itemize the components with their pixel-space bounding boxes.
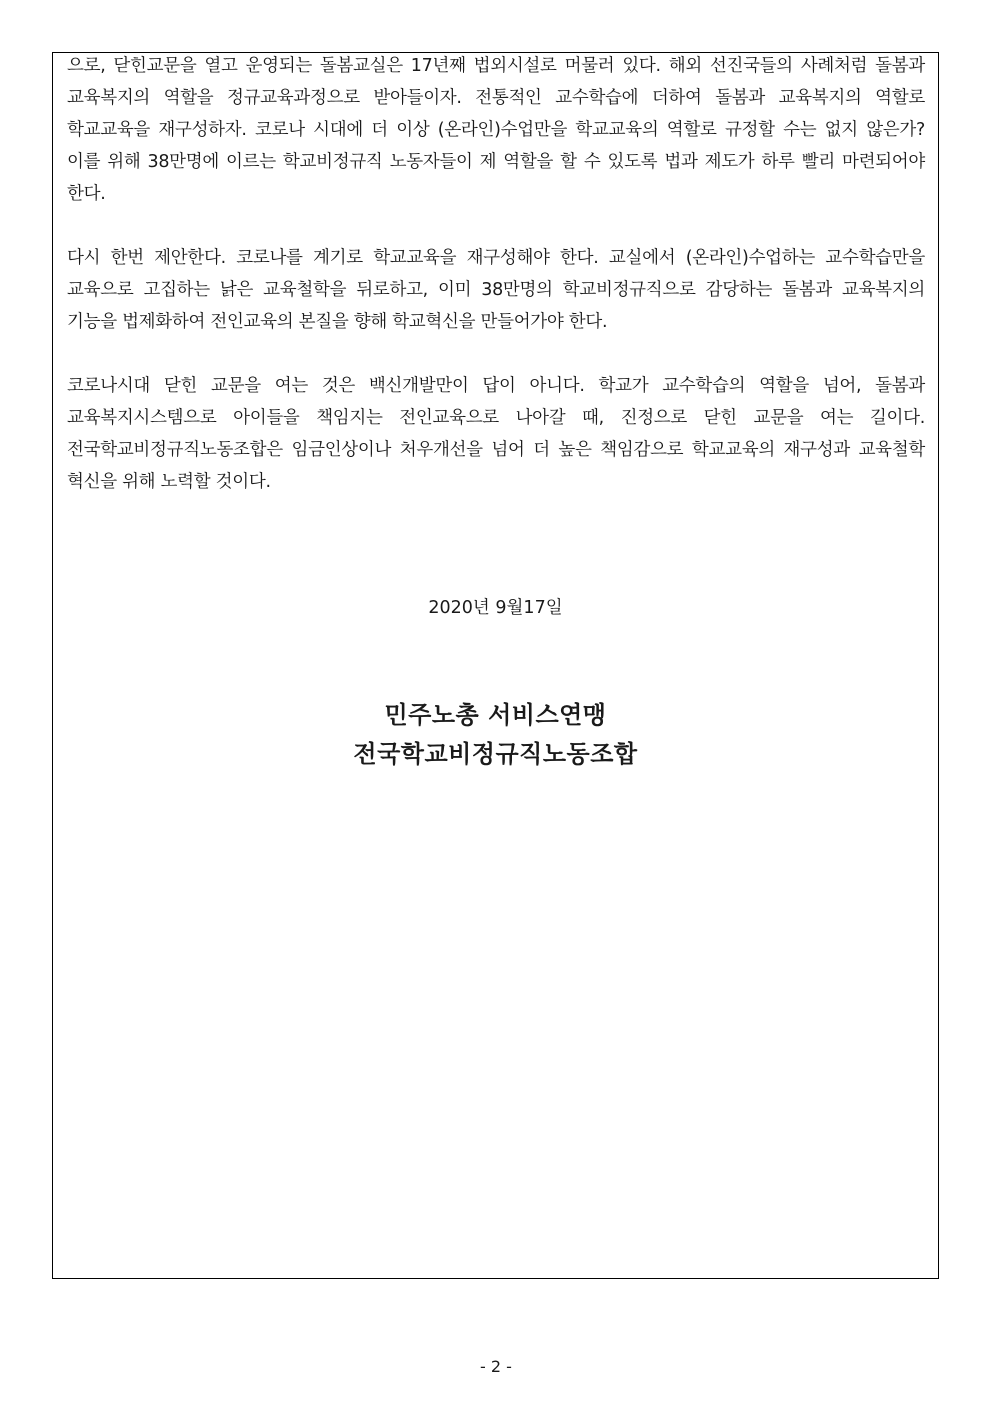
paragraph-spacer bbox=[67, 210, 925, 242]
signatory-federation: 민주노총 서비스연맹 bbox=[384, 701, 607, 729]
document-body bbox=[67, 50, 925, 498]
paragraph-3: 코로나시대 닫힌 교문을 여는 것은 백신개발만이 답이 아니다. 학교가 교수학습의 역할을 넘어, 돌봄과 교육복지시스템으로 아이들을 책임지는 전인교육으로 나아갈 때, 진정으로 닫힌 교문을 여는 길이다. 전국학교비정규직노동조합은 임금인상이나 처우개선을 넘어 더 높은 책임감으로 학교교육의 재구성과 교육철학 혁신을 위해 노력할 것이다. bbox=[67, 376, 925, 492]
document-date: 2020년 9월17일 bbox=[428, 598, 563, 618]
signatory-union: 전국학교비정규직노동조합 bbox=[353, 740, 638, 768]
page-number: - 2 - bbox=[480, 1357, 512, 1376]
paragraph-2: 다시 한번 제안한다. 코로나를 계기로 학교교육을 재구성해야 한다. 교실에서 (온라인)수업하는 교수학습만을 교육으로 고집하는 낡은 교육철학을 뒤로하고, 이미 38만명의 학교비정규직으로 감당하는 돌봄과 교육복지의 기능을 법제화하여 전인교육의 본질을 향해 학교혁신을 만들어가야 한다. bbox=[67, 248, 925, 332]
paragraph-spacer bbox=[67, 338, 925, 370]
paragraph-1: 으로, 닫힌교문을 열고 운영되는 돌봄교실은 17년째 법외시설로 머물러 있다. 해외 선진국들의 사례처럼 돌봄과 교육복지의 역할을 정규교육과정으로 받아들이자. 전통적인 교수학습에 더하여 돌봄과 교육복지의 역할로 학교교육을 재구성하자. 코로나 시대에 더 이상 (온라인)수업만을 학교교육의 역할로 규정할 수는 없지 않은가? 이를 위해 38만명에 이르는 학교비정규직 노동자들이 제 역할을 할 수 있도록 법과 제도가 하루 빨리 마련되어야 한다. bbox=[67, 56, 925, 204]
